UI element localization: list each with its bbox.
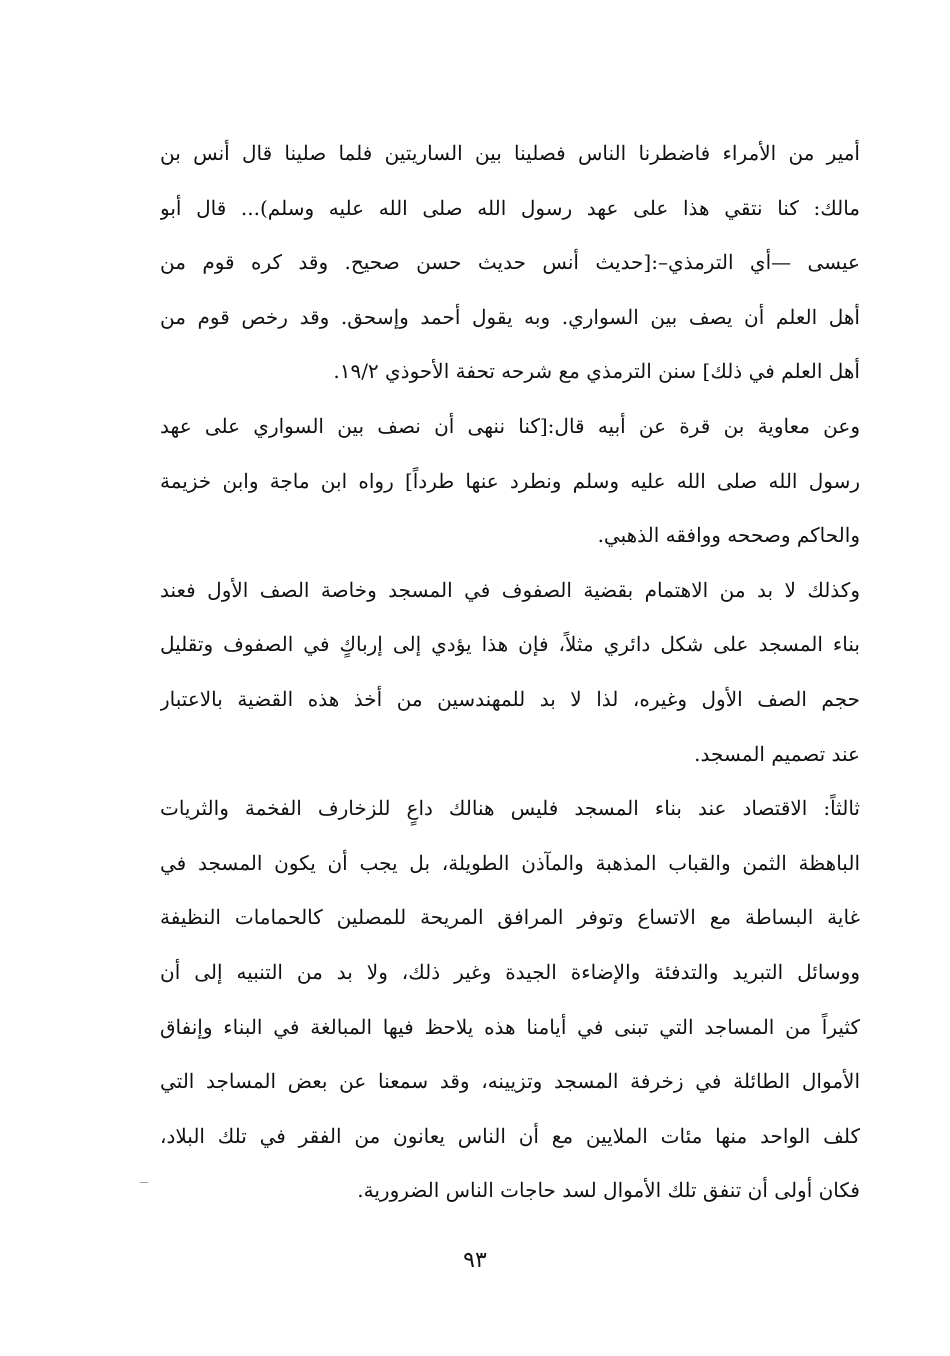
text-line: بناء المسجد على شكل دائري مثلاً، فإن هذا يؤدي إلى إرباكٍ في الصفوف وتقليل [160,632,860,657]
text-line: أمير من الأمراء فاضطرنا الناس فصلينا بين الساريتين فلما صلينا قال أنس بن [160,141,860,165]
text-line: والحاكم وصححه ووافقه الذهبي. [597,523,860,548]
text-line: ثالثاً: الاقتصاد عند بناء المسجد فليس هنالك داعٍ للزخارف الفخمة والثريات [160,796,860,821]
text-line: كثيراً من المساجد التي تبنى في أيامنا هذه يلاحظ فيها المبالغة في البناء وإنفاق [160,1014,860,1039]
text-line: عند تصميم المسجد. [694,741,860,766]
text-line: ووسائل التبريد والتدفئة والإضاءة الجيدة وغير ذلك، ولا بد من التنبيه إلى أن [160,959,860,984]
page-number: ٩٣ [463,1248,487,1273]
text-line: حجم الصف الأول وغيره، لذا لا بد للمهندسين من أخذ هذه القضية بالاعتبار [160,686,860,711]
text-line: غاية البساطة مع الاتساع وتوفر المرافق المريحة للمصلين كالحمامات النظيفة [160,905,860,930]
text-line: أهل العلم أن يصف بين السواري. وبه يقول أحمد وإسحق. وقد رخص قوم من [160,304,860,329]
text-line: الأموال الطائلة في زخرفة المسجد وتزيينه، وقد سمعنا عن بعض المساجد التي [160,1069,860,1094]
text-line: أهل العلم في ذلك] سنن الترمذي مع شرحه تحفة الأحوذي ١٩/٢. [333,359,860,384]
text-line: كلف الواحد منها مئات الملايين مع أن الناس يعانون من الفقر في تلك البلاد، [160,1123,860,1148]
text-line: فكان أولى أن تنفق تلك الأموال لسد حاجات الناس الضرورية. [357,1178,860,1203]
text-line: وعن معاوية بن قرة عن أبيه قال:[كنا ننهى أن نصف بين السواري على عهد [160,413,860,438]
text-line: الباهظة الثمن والقباب المذهبة والمآذن الطويلة، بل يجب أن يكون المسجد في [160,850,860,875]
text-line: رسول الله صلى الله عليه وسلم ونطرد عنها طرداً] رواه ابن ماجة وابن خزيمة [160,468,860,493]
body-text [160,126,860,1218]
margin-mark [140,1182,148,1183]
text-line: مالك: كنا نتقي هذا على عهد رسول الله صلى الله عليه وسلم)... قال أبو [160,195,860,220]
text-line: وكذلك لا بد من الاهتمام بقضية الصفوف في المسجد وخاصة الصف الأول فعند [160,577,860,602]
text-line: عيسى —أي الترمذي–:[حديث أنس حديث حسن صحيح. وقد كره قوم من [160,250,860,275]
